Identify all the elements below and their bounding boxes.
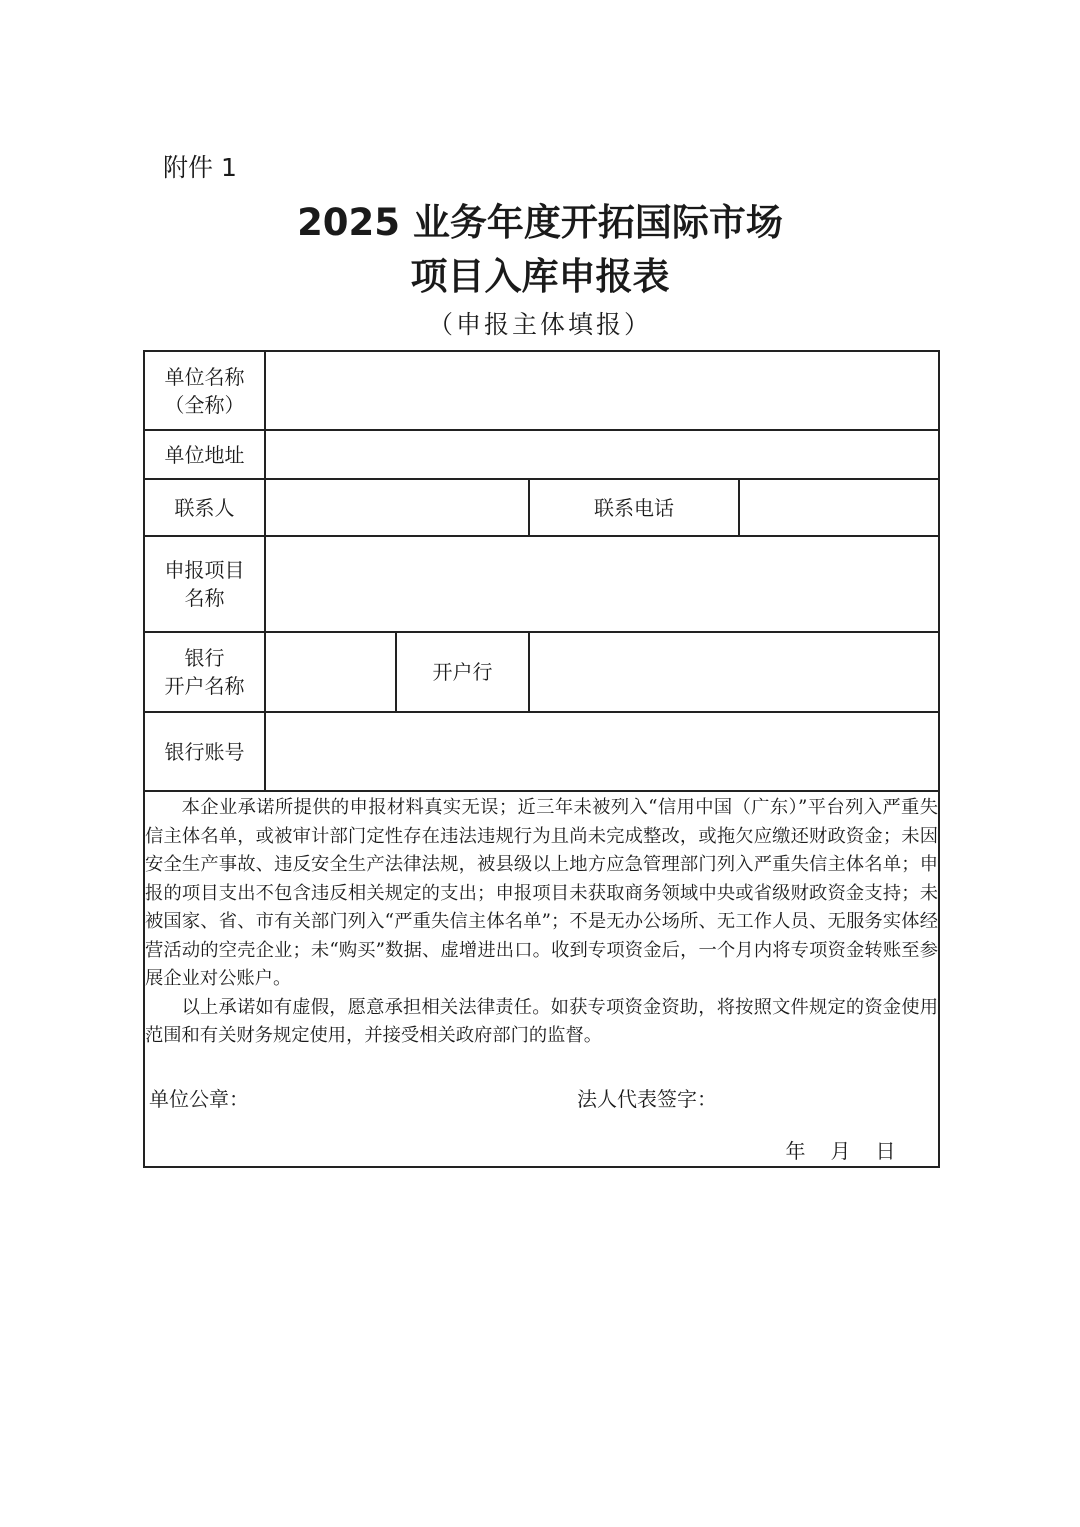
project-name-label xyxy=(144,536,265,632)
page-title-line2: 项目入库申报表 xyxy=(410,255,670,298)
unit-address-field[interactable] xyxy=(265,430,939,479)
bank-branch-field[interactable] xyxy=(529,632,939,712)
commitment-paragraph-2: 以上承诺如有虚假，愿意承担相关法律责任。如获专项资金资助，将按照文件规定的资金使用范围和有关财务规定使用，并接受相关政府部门的监督。 xyxy=(145,996,938,1046)
form-row-project-name xyxy=(144,536,939,632)
unit-address-label: 单位地址 xyxy=(144,430,265,479)
bank-account-number-label: 银行账号 xyxy=(144,712,265,791)
contact-phone-field[interactable] xyxy=(739,479,939,536)
bank-account-number-field[interactable] xyxy=(265,712,939,791)
form-row-bank-account xyxy=(144,712,939,791)
bank-account-name-label-line1: 银行 xyxy=(184,646,225,670)
bank-account-name-field[interactable] xyxy=(265,632,396,712)
bank-account-name-label xyxy=(144,632,265,712)
unit-seal-label: 单位公章： xyxy=(149,1086,249,1111)
form-row-contact xyxy=(144,479,939,536)
project-name-field[interactable] xyxy=(265,536,939,632)
project-name-label-line2: 名称 xyxy=(184,586,225,610)
attachment-label: 附件 1 xyxy=(163,153,237,182)
form-row-statement xyxy=(144,791,939,1167)
form-row-bank xyxy=(144,632,939,712)
contact-phone-label: 联系电话 xyxy=(529,479,739,536)
bank-branch-label: 开户行 xyxy=(396,632,529,712)
signature-date xyxy=(773,1137,908,1165)
signature-area xyxy=(145,1051,938,1166)
unit-name-label-line1: 单位名称 xyxy=(164,364,245,389)
contact-person-label: 联系人 xyxy=(144,479,265,536)
commitment-statement xyxy=(144,791,939,1167)
form-row-unit-address xyxy=(144,430,939,479)
unit-name-label xyxy=(144,351,265,430)
commitment-paragraph-1: 本企业承诺所提供的申报材料真实无误；近三年未被列入“信用中国（广东）”平台列入严重失信主体名单，或被审计部门定性存在违法违规行为且尚未完成整改，或拖欠应缴还财政资金；未因安全生产事故、违反安全生产法律法规，被县级以上地方应急管理部门列入严重失信主体名单；申报的项目支出不包含违反相关规定的支出；申报项目未获取商务领域中央或省级财政资金支持；未被国家、省、市有关部门列入“严重失信主体名单”；不是无办公场所、无工作人员、无服务实体经营活动的空壳企业；未“购买”数据、虚增进出口。收到专项资金后，一个月内将专项资金转账至参展企业对公账户。 xyxy=(145,797,938,989)
date-month-label: 月 xyxy=(830,1138,851,1163)
contact-person-field[interactable] xyxy=(265,479,529,536)
date-year-label: 年 xyxy=(785,1138,806,1163)
legal-rep-signature-label: 法人代表签字： xyxy=(577,1086,717,1111)
unit-name-field[interactable] xyxy=(265,351,939,430)
unit-name-label-line2: （全称） xyxy=(164,392,245,417)
project-name-label-line1: 申报项目 xyxy=(164,558,245,582)
application-form-table xyxy=(143,350,940,1168)
page-subtitle: （申报主体填报） xyxy=(427,310,652,339)
bank-account-name-label-line2: 开户名称 xyxy=(164,674,245,698)
form-row-unit-name xyxy=(144,351,939,430)
date-day-label: 日 xyxy=(875,1138,896,1163)
page-title-line1: 2025 业务年度开拓国际市场 xyxy=(297,201,783,244)
